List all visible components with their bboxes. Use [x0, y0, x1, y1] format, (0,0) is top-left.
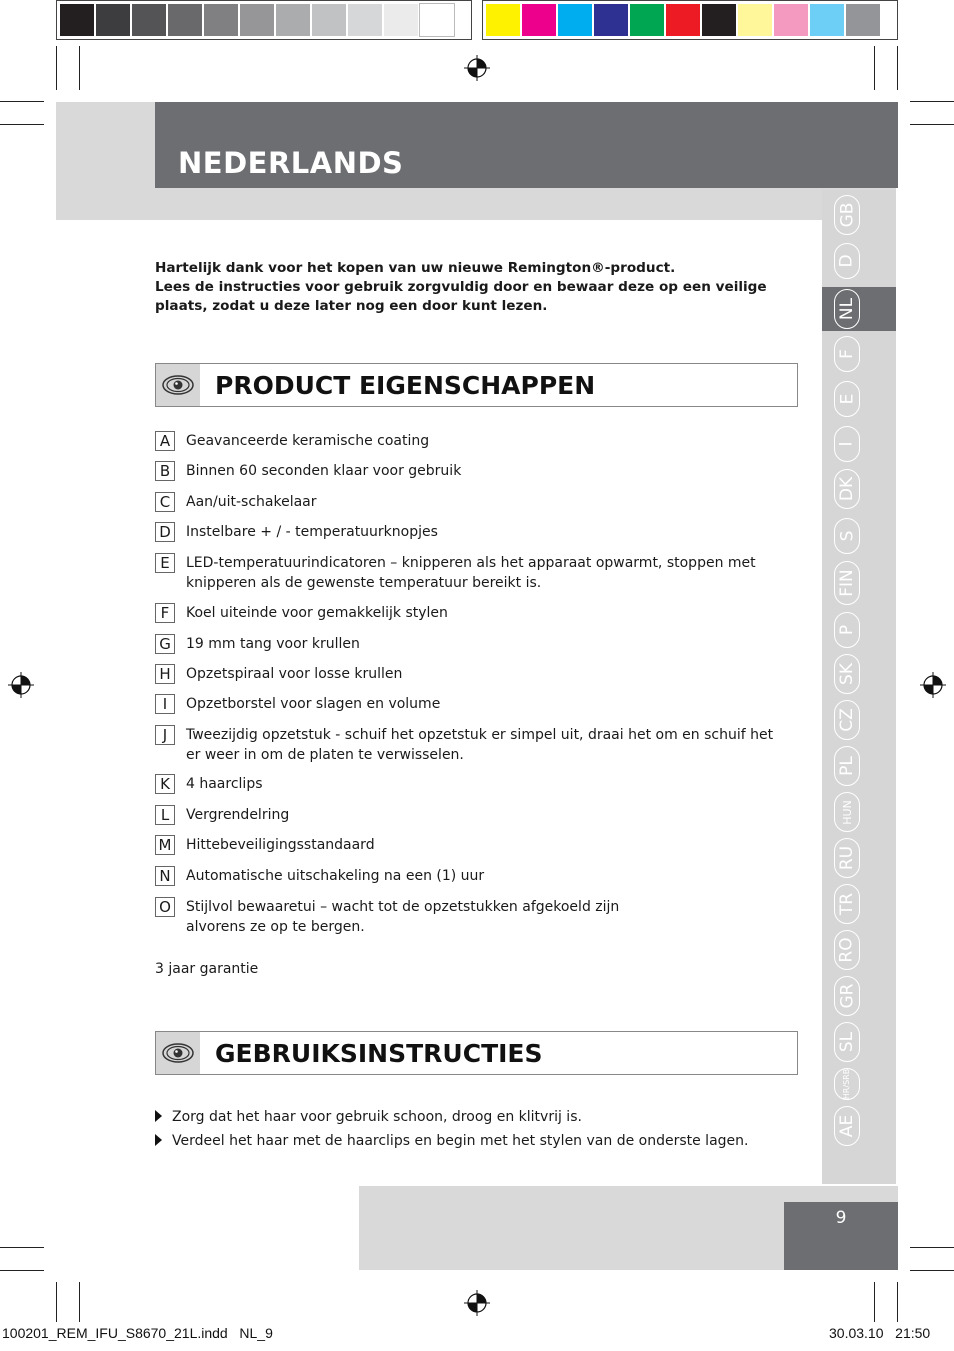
grey-swatches-frame — [56, 0, 472, 40]
feature-letter: H — [155, 664, 175, 684]
instruction-item — [155, 1109, 582, 1125]
lang-tab-cz[interactable]: CZ — [834, 700, 860, 740]
lang-tab-gb[interactable]: GB — [834, 195, 860, 235]
crop-mark — [0, 124, 44, 125]
instruction-item — [155, 1133, 748, 1149]
feature-text: LED-temperatuurindicatoren – knipperen als het apparaat opwarmt, stoppen met knipperen als de gewenste temperatuur bereikt is. — [186, 555, 756, 591]
feature-letter: B — [155, 461, 175, 481]
eye-icon — [156, 1032, 200, 1074]
feature-text: Opzetspiraal voor losse krullen — [186, 666, 403, 682]
crop-mark — [56, 46, 57, 90]
feature-text: 19 mm tang voor krullen — [186, 636, 360, 652]
feature-letter: M — [155, 835, 175, 855]
instruction-text: Verdeel het haar met de haarclips en begin met het stylen van de onderste lagen. — [172, 1133, 749, 1149]
crop-mark — [79, 46, 80, 90]
crop-mark — [910, 101, 954, 102]
bullet-triangle-icon — [155, 1110, 162, 1122]
bullet-triangle-icon — [155, 1134, 162, 1146]
lang-tab-hun[interactable]: HUN — [834, 792, 860, 832]
feature-text: Hittebeveiligingsstandaard — [186, 837, 375, 853]
lang-tab-sk[interactable]: SK — [834, 654, 860, 694]
feature-letter: I — [155, 694, 175, 714]
crop-mark — [0, 1270, 44, 1271]
lang-tab-p[interactable]: P — [834, 612, 860, 648]
feature-text: Geavanceerde keramische coating — [186, 433, 430, 449]
feature-letter: D — [155, 522, 175, 542]
crop-mark — [910, 1247, 954, 1248]
feature-letter: O — [155, 897, 175, 917]
feature-letter: E — [155, 553, 175, 573]
color-swatches-frame — [482, 0, 898, 40]
lang-tab-ae[interactable]: AE — [834, 1106, 860, 1146]
lang-tab-fin[interactable]: FIN — [834, 561, 860, 605]
feature-text: Instelbare + / - temperatuurknopjes — [186, 524, 438, 540]
page-title: NEDERLANDS — [178, 146, 404, 180]
page-number: 9 — [835, 1208, 847, 1228]
feature-letter: N — [155, 866, 175, 886]
lang-tab-gr[interactable]: GR — [834, 976, 860, 1016]
registration-mark-icon — [8, 672, 34, 698]
lang-tab-d[interactable]: D — [834, 243, 860, 279]
lang-tab-s[interactable]: S — [834, 518, 860, 554]
lang-tab-hr-srb[interactable]: HR/SRB — [834, 1068, 860, 1100]
eye-icon — [156, 364, 200, 406]
lang-tab-f[interactable]: F — [834, 336, 860, 372]
crop-mark — [910, 124, 954, 125]
section-header-instructions — [155, 1031, 798, 1075]
feature-text: Tweezijdig opzetstuk - schuif het opzetstuk er simpel uit, draai het om en schuif het er weer in om de platen te verwisselen. — [186, 727, 774, 763]
lang-tab-e[interactable]: E — [834, 381, 860, 417]
feature-text: Aan/uit-schakelaar — [186, 494, 317, 510]
lang-tab-pl[interactable]: PL — [834, 746, 860, 786]
crop-mark — [0, 101, 44, 102]
feature-letter: G — [155, 634, 175, 654]
feature-text: Stijlvol bewaaretui – wacht tot de opzetstukken afgekoeld zijn alvorens ze op te bergen. — [186, 899, 620, 935]
lang-tab-sl[interactable]: SL — [834, 1022, 860, 1062]
slug-date-info: 30.03.10 21:50 — [829, 1325, 931, 1341]
lang-tab-i[interactable]: I — [834, 426, 860, 462]
section-title-instructions: GEBRUIKSINSTRUCTIES — [215, 1039, 543, 1068]
section-title-features: PRODUCT EIGENSCHAPPEN — [215, 371, 596, 400]
feature-text: Opzetborstel voor slagen en volume — [186, 696, 441, 712]
feature-letter: L — [155, 805, 175, 825]
lang-tab-tr[interactable]: TR — [834, 884, 860, 924]
crop-mark — [79, 1282, 80, 1322]
lang-tab-dk[interactable]: DK — [834, 469, 860, 509]
feature-letter: A — [155, 431, 175, 451]
instruction-text: Zorg dat het haar voor gebruik schoon, droog en klitvrij is. — [172, 1109, 582, 1125]
slug-file-info: 100201_REM_IFU_S8670_21L.indd NL_9 — [2, 1325, 273, 1341]
registration-mark-icon — [920, 672, 946, 698]
crop-mark — [897, 1282, 898, 1322]
warranty-text: 3 jaar garantie — [155, 961, 259, 977]
intro-thanks: Hartelijk dank voor het kopen van uw nieuwe Remington®-product. — [155, 260, 676, 276]
intro-text — [155, 259, 795, 316]
lang-tab-ro[interactable]: RO — [834, 930, 860, 970]
crop-mark — [56, 1282, 57, 1322]
feature-text: Binnen 60 seconden klaar voor gebruik — [186, 463, 462, 479]
registration-mark-icon — [464, 55, 490, 81]
crop-mark — [0, 1247, 44, 1248]
intro-instructions: Lees de instructies voor gebruik zorgvuldig door en bewaar deze op een veilige plaats, zodat u deze later nog een door kunt lezen. — [155, 279, 767, 314]
feature-text: Vergrendelring — [186, 807, 290, 823]
crop-mark — [874, 1282, 875, 1322]
feature-letter: F — [155, 603, 175, 623]
crop-mark — [897, 46, 898, 90]
feature-text: Automatische uitschakeling na een (1) uur — [186, 868, 485, 884]
feature-letter: K — [155, 774, 175, 794]
feature-text: Koel uiteinde voor gemakkelijk stylen — [186, 605, 448, 621]
feature-letter: J — [155, 725, 175, 745]
registration-mark-icon — [464, 1290, 490, 1316]
page-number-box — [784, 1202, 898, 1270]
lang-tab-ru[interactable]: RU — [834, 838, 860, 878]
section-header-features — [155, 363, 798, 407]
feature-letter: C — [155, 492, 175, 512]
feature-text: 4 haarclips — [186, 776, 263, 792]
crop-mark — [874, 46, 875, 90]
crop-mark — [910, 1270, 954, 1271]
lang-tab-nl[interactable]: NL — [834, 289, 860, 329]
